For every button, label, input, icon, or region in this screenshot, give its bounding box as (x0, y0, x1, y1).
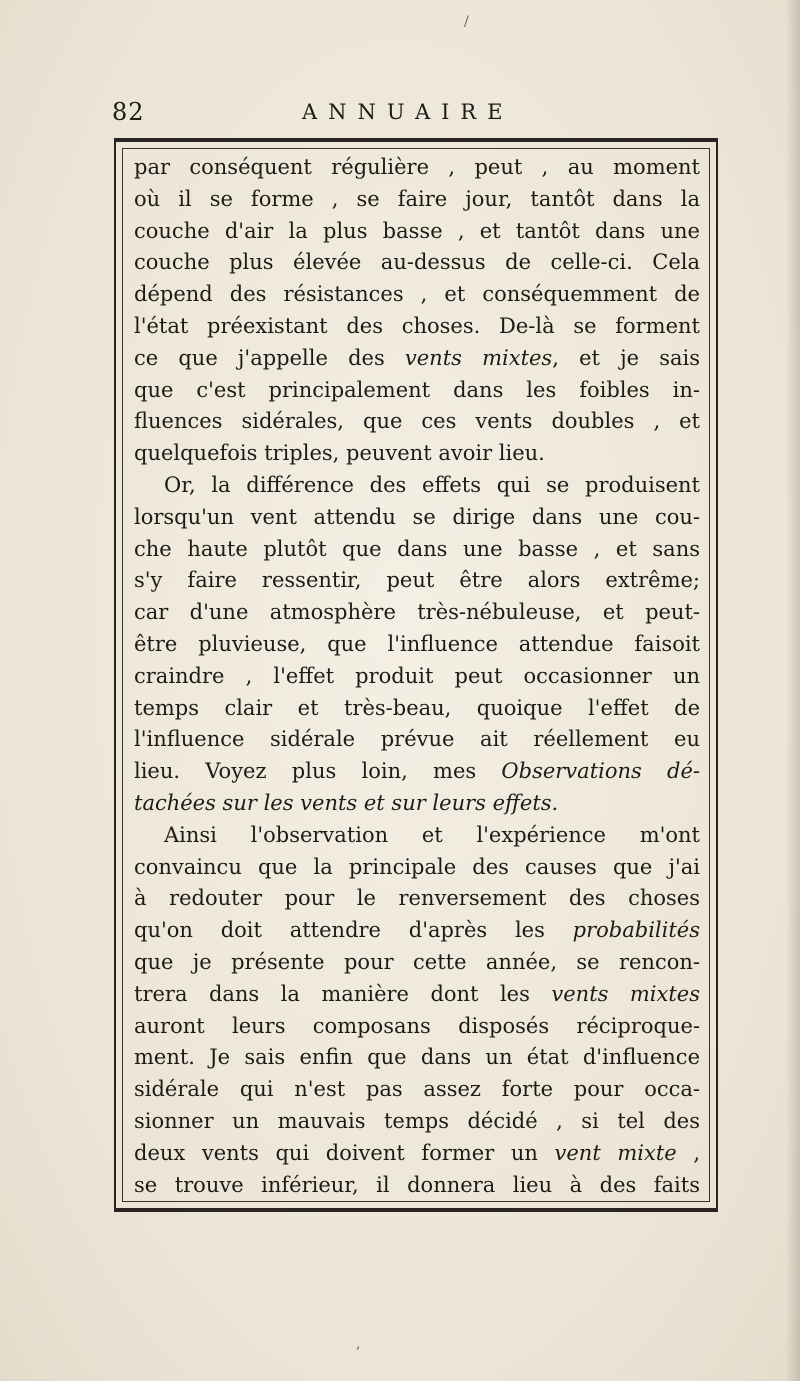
text-fragment: , (676, 1140, 700, 1165)
italic-text-fragment: Observations dé- (501, 759, 700, 784)
text-fragment: convaincu que la principale des causes que j'ai (134, 854, 700, 879)
text-line (134, 852, 700, 884)
text-fragment: ce que j'appelle des (134, 345, 405, 370)
text-fragment: car d'une atmosphère très-nébuleuse, et peut- (134, 600, 700, 625)
running-head (112, 98, 712, 132)
text-fragment: se trouve inférieur, il donnera lieu à des faits (134, 1172, 700, 1197)
text-fragment: qu'on doit attendre d'après les (134, 918, 573, 943)
text-line (134, 406, 700, 438)
text-line (134, 597, 700, 629)
text-line (134, 1106, 700, 1138)
text-fragment: lieu. Voyez plus loin, mes (134, 759, 502, 784)
text-line (134, 693, 700, 725)
text-fragment: craindre , l'effet produit peut occasionner un (134, 663, 700, 688)
text-fragment: ment. Je sais enfin que dans un état d'influence (134, 1045, 700, 1070)
text-line (134, 947, 700, 979)
text-line (134, 661, 700, 693)
text-fragment: temps clair et très-beau, quoique l'effet de (134, 695, 700, 720)
italic-text-fragment: vents mixtes (551, 981, 700, 1006)
page-edge-shadow (786, 0, 800, 1381)
text-line (134, 1138, 700, 1170)
italic-text-fragment: vent mixte (554, 1140, 677, 1165)
text-line (134, 565, 700, 597)
text-line (134, 1074, 700, 1106)
text-fragment: l'état préexistant des choses. De-là se forment (134, 313, 700, 338)
text-line (134, 502, 700, 534)
scan-speck: / (464, 14, 469, 30)
text-fragment: à redouter pour le renversement des choses (134, 886, 700, 911)
text-line (134, 629, 700, 661)
text-fragment: Or, la différence des effets qui se produisent (164, 472, 700, 497)
text-line (134, 343, 700, 375)
text-line (134, 915, 700, 947)
text-fragment: par conséquent régulière , peut , au moment (134, 155, 700, 179)
text-fragment: couche plus élevée au-dessus de celle-ci. Cela (134, 250, 700, 275)
text-line (134, 279, 700, 311)
text-fragment: sidérale qui n'est pas assez forte pour occa- (134, 1077, 700, 1102)
text-fragment: que je présente pour cette année, se rencon- (134, 949, 700, 974)
text-line (134, 756, 700, 788)
text-fragment: trera dans la manière dont les (134, 981, 552, 1006)
italic-text-fragment: vents mixtes (404, 345, 553, 370)
text-line (134, 534, 700, 566)
text-fragment: être pluvieuse, que l'influence attendue faisoit (134, 631, 700, 656)
text-line (134, 979, 700, 1011)
text-fragment: couche d'air la plus basse , et tantôt dans une (134, 218, 700, 243)
text-fragment: quelquefois triples, peuvent avoir lieu. (134, 441, 545, 466)
page-number: 82 (112, 98, 145, 126)
text-line (134, 1042, 700, 1074)
text-fragment: sionner un mauvais temps décidé , si tel des (134, 1108, 700, 1133)
text-line (134, 375, 700, 407)
text-line (134, 1170, 700, 1202)
body-text (134, 152, 700, 1201)
text-fragment: , et je sais (552, 345, 700, 370)
text-line (134, 247, 700, 279)
text-fragment: che haute plutôt que dans une basse , et sans (134, 536, 700, 561)
scan-speck: , (356, 1336, 361, 1352)
text-line (134, 820, 700, 852)
text-fragment: l'influence sidérale prévue ait réellement eu (134, 727, 700, 752)
header-title: ANNUAIRE (302, 100, 514, 124)
text-fragment: lorsqu'un vent attendu se dirige dans une cou- (134, 504, 700, 529)
text-line (134, 788, 700, 820)
text-fragment: fluences sidérales, que ces vents doubles , et (134, 409, 700, 434)
text-line (134, 152, 700, 184)
italic-text-fragment: probabilités (572, 918, 700, 943)
text-line (134, 311, 700, 343)
text-line (134, 883, 700, 915)
text-line (134, 1011, 700, 1043)
text-fragment: dépend des résistances , et conséquemment de (134, 282, 700, 307)
text-fragment: où il se forme , se faire jour, tantôt dans la (134, 186, 700, 211)
text-line (134, 724, 700, 756)
italic-text-fragment: tachées sur les vents et sur leurs effets. (134, 790, 559, 815)
text-fragment: s'y faire ressentir, peut être alors extrême; (134, 568, 700, 593)
text-line (134, 438, 700, 470)
text-line (134, 216, 700, 248)
text-line (134, 184, 700, 216)
text-fragment: deux vents qui doivent former un (134, 1140, 555, 1165)
text-fragment: Ainsi l'observation et l'expérience m'ont (164, 822, 700, 847)
text-fragment: auront leurs composans disposés réciproque- (134, 1013, 700, 1038)
text-line (134, 470, 700, 502)
text-fragment: que c'est principalement dans les foibles in- (134, 377, 700, 402)
